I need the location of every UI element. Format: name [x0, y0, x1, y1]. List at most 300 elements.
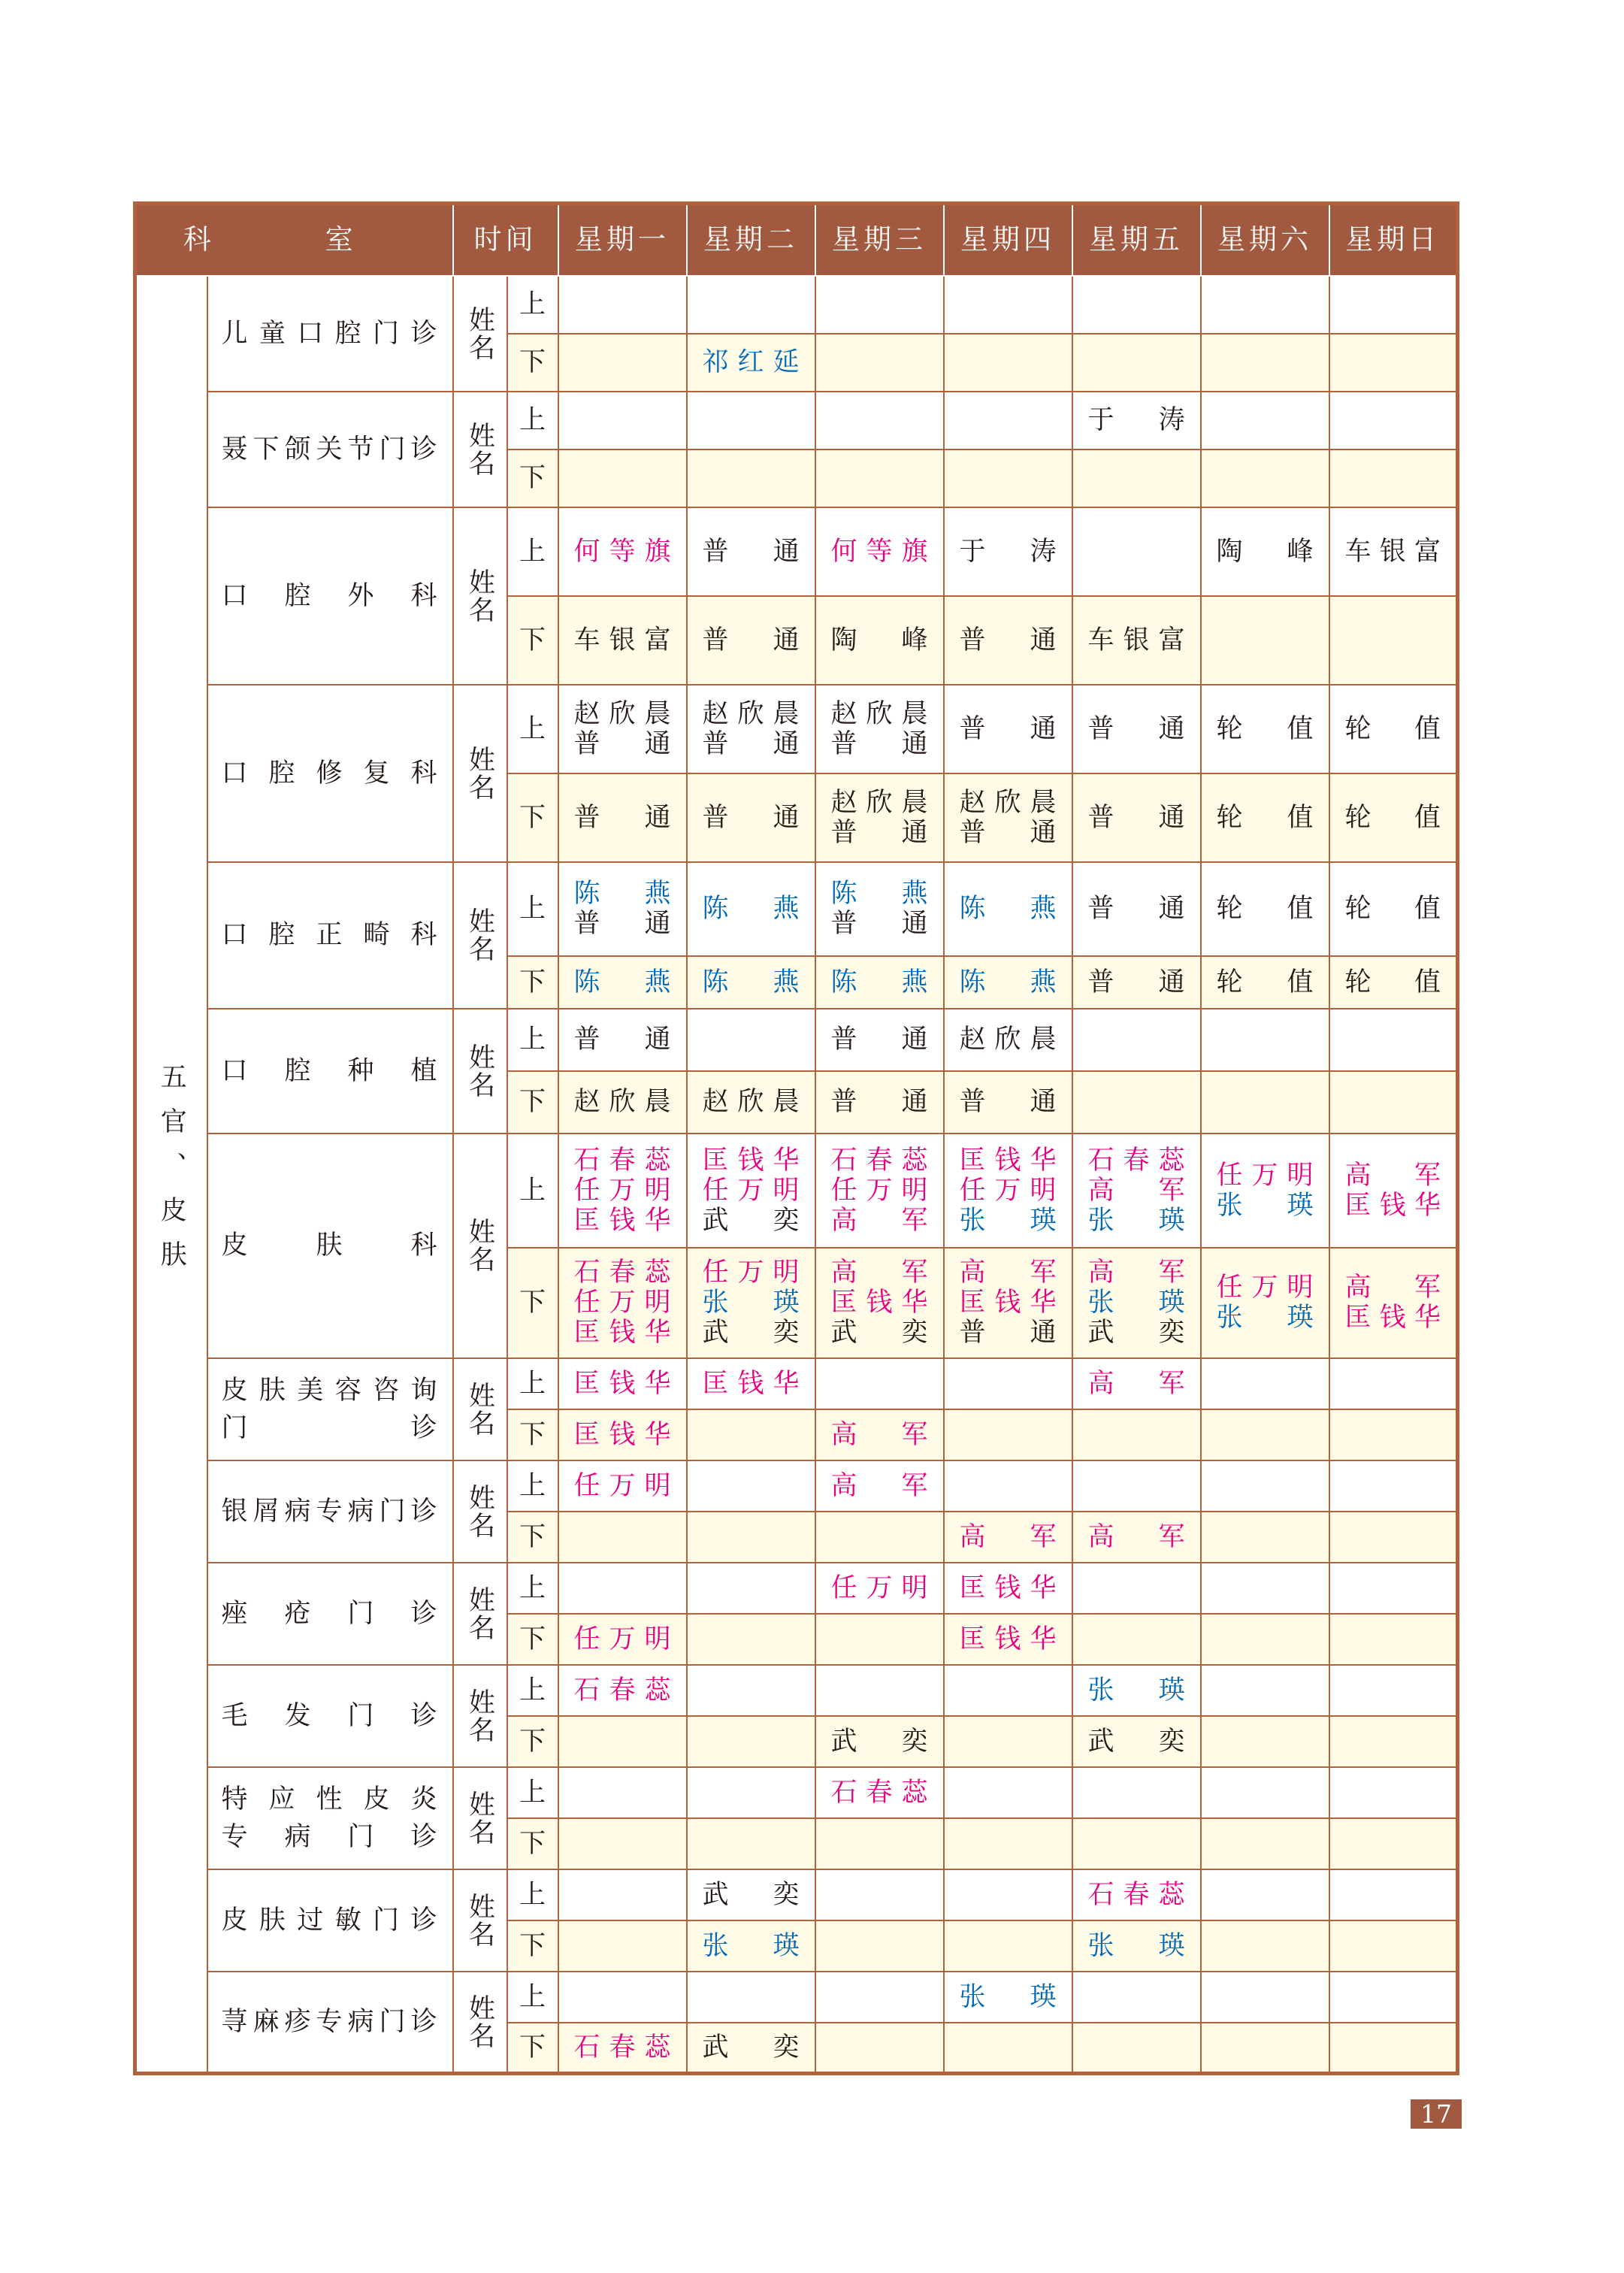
doctor-name: 普 通: [959, 713, 1057, 744]
doctor-name: 石春蕊: [573, 1145, 671, 1176]
name-label: 姓名: [453, 1665, 507, 1767]
doctor-name: 匡钱华: [959, 1145, 1057, 1176]
schedule-cell: [944, 392, 1072, 449]
schedule-cell: [687, 1818, 815, 1869]
header-tuesday: 星期二: [687, 204, 815, 276]
doctor-name: 石春蕊: [573, 1258, 671, 1288]
period-afternoon: 下: [507, 1248, 558, 1358]
schedule-cell: [1072, 1409, 1201, 1460]
doctor-name: 陈 燕: [959, 894, 1057, 924]
schedule-cell: [558, 334, 687, 392]
period-afternoon: 下: [507, 1716, 558, 1767]
schedule-cell: [944, 1818, 1072, 1869]
schedule-cell: [944, 773, 1072, 862]
doctor-name: 张 瑛: [1087, 1288, 1185, 1318]
doctor-name: 匡钱华: [959, 1624, 1057, 1654]
schedule-cell: [944, 685, 1072, 773]
doctor-name: 轮 值: [1344, 894, 1441, 924]
schedule-cell: [1072, 1716, 1201, 1767]
department-name-line: 皮肤过敏门诊: [221, 1905, 439, 1936]
schedule-cell: [815, 1460, 944, 1512]
schedule-cell: [1201, 276, 1329, 334]
schedule-cell: [1072, 773, 1201, 862]
header-sunday: 星期日: [1329, 204, 1458, 276]
doctor-name: 武 奕: [702, 2032, 800, 2063]
doctor-name: 陈 燕: [573, 967, 671, 997]
doctor-name: 赵欣晨: [830, 787, 928, 818]
period-afternoon: 下: [507, 596, 558, 685]
doctor-name: 普 通: [830, 909, 928, 939]
doctor-name: 匡钱华: [573, 1419, 671, 1450]
schedule-cell: [1072, 1972, 1201, 2023]
doctor-name: 张 瑛: [702, 1930, 800, 1961]
department-name-line: 毛 发 门 诊: [221, 1700, 439, 1731]
schedule-cell: [944, 1248, 1072, 1358]
schedule-cell: [558, 1818, 687, 1869]
schedule-cell: [687, 1767, 815, 1818]
schedule-cell: [1329, 276, 1458, 334]
schedule-cell: [558, 956, 687, 1009]
doctor-name: 任万明: [573, 1288, 671, 1318]
schedule-cell: [558, 1665, 687, 1716]
doctor-name: 武 奕: [1087, 1726, 1185, 1757]
doctor-name: 陈 燕: [573, 879, 671, 909]
name-label: 姓名: [453, 1009, 507, 1133]
schedule-cell: [1201, 1358, 1329, 1409]
doctor-name: 普 通: [573, 909, 671, 939]
schedule-cell: [1201, 507, 1329, 596]
doctor-name: 高 军: [1087, 1258, 1185, 1288]
department-name: [207, 862, 453, 1009]
header-time: 时间: [453, 204, 558, 276]
doctor-name: 武 奕: [1087, 1318, 1185, 1348]
schedule-cell: [1201, 1767, 1329, 1818]
schedule-cell: [1201, 392, 1329, 449]
schedule-cell: [1072, 1460, 1201, 1512]
table-row: [135, 1563, 1458, 1614]
schedule-cell: [1072, 1071, 1201, 1133]
schedule-cell: [558, 1009, 687, 1071]
doctor-name: 于 涛: [959, 536, 1057, 567]
department-name: [207, 1009, 453, 1133]
schedule-cell: [1329, 1614, 1458, 1665]
doctor-name: 普 通: [702, 728, 800, 759]
department-name: [207, 1460, 453, 1563]
name-label: 姓名: [453, 1767, 507, 1869]
schedule-cell: [1201, 1869, 1329, 1920]
schedule-cell: [1072, 1133, 1201, 1248]
doctor-name: 赵欣晨: [830, 698, 928, 729]
doctor-name: 陈 燕: [830, 879, 928, 909]
schedule-cell: [1072, 2023, 1201, 2074]
schedule-cell: [1072, 596, 1201, 685]
doctor-name: 祁红延: [702, 347, 800, 377]
schedule-cell: [815, 2023, 944, 2074]
doctor-name: 任万明: [1216, 1160, 1314, 1191]
schedule-cell: [815, 1920, 944, 1972]
department-name-line: 皮 肤 科: [221, 1230, 439, 1261]
table-row: [135, 1972, 1458, 2023]
period-morning: 上: [507, 1460, 558, 1512]
doctor-name: 任万明: [573, 1175, 671, 1206]
doctor-name: 任万明: [830, 1175, 928, 1206]
schedule-cell: [1072, 507, 1201, 596]
doctor-name: 张 瑛: [1087, 1205, 1185, 1236]
doctor-name: 于 涛: [1087, 405, 1185, 435]
doctor-name: 高 军: [830, 1419, 928, 1450]
name-label: 姓名: [453, 507, 507, 685]
schedule-cell: [815, 334, 944, 392]
department-name-line: 特应性皮炎: [221, 1784, 439, 1814]
doctor-name: 赵欣晨: [959, 1025, 1057, 1055]
schedule-cell: [1201, 1716, 1329, 1767]
schedule-cell: [1201, 1920, 1329, 1972]
schedule-cell: [687, 1716, 815, 1767]
schedule-cell: [1072, 862, 1201, 956]
schedule-cell: [944, 956, 1072, 1009]
doctor-name: 普 通: [573, 802, 671, 833]
schedule-cell: [944, 1009, 1072, 1071]
schedule-cell: [1329, 685, 1458, 773]
doctor-name: 轮 值: [1216, 713, 1314, 744]
schedule-cell: [944, 1716, 1072, 1767]
schedule-cell: [687, 507, 815, 596]
department-name: [207, 276, 453, 392]
doctor-name: 普 通: [1087, 713, 1185, 744]
doctor-name: 匡钱华: [573, 1205, 671, 1236]
schedule-cell: [1329, 507, 1458, 596]
schedule-cell: [1201, 1512, 1329, 1563]
clinic-schedule-table: [133, 201, 1459, 2075]
schedule-cell: [558, 507, 687, 596]
doctor-name: 轮 值: [1216, 967, 1314, 997]
schedule-cell: [687, 334, 815, 392]
department-name-line: 银屑病专病门诊: [221, 1496, 439, 1527]
department-name: [207, 1972, 453, 2074]
schedule-cell: [558, 1920, 687, 1972]
doctor-name: 普 通: [830, 1025, 928, 1055]
doctor-name: 普 通: [702, 625, 800, 655]
schedule-cell: [1329, 1563, 1458, 1614]
schedule-cell: [687, 862, 815, 956]
department-name: [207, 1358, 453, 1460]
doctor-name: 任万明: [702, 1175, 800, 1206]
schedule-cell: [815, 773, 944, 862]
schedule-cell: [944, 1409, 1072, 1460]
table-row: [135, 1767, 1458, 1818]
name-label: 姓名: [453, 276, 507, 392]
doctor-name: 武 奕: [830, 1318, 928, 1348]
schedule-cell: [1329, 334, 1458, 392]
doctor-name: 轮 值: [1344, 802, 1441, 833]
doctor-name: 普 通: [959, 817, 1057, 848]
schedule-cell: [1072, 1563, 1201, 1614]
schedule-cell: [1201, 1563, 1329, 1614]
schedule-cell: [687, 1972, 815, 2023]
doctor-name: 石春蕊: [573, 1675, 671, 1706]
department-name-line: 口 腔 修 复 科: [221, 758, 439, 788]
schedule-cell: [558, 1563, 687, 1614]
page-number: 17: [1411, 2099, 1462, 2129]
schedule-cell: [1201, 1248, 1329, 1358]
doctor-name: 普 通: [830, 728, 928, 759]
doctor-name: 普 通: [830, 817, 928, 848]
schedule-cell: [944, 1563, 1072, 1614]
schedule-cell: [815, 1972, 944, 2023]
period-afternoon: 下: [507, 2023, 558, 2074]
doctor-name: 陈 燕: [959, 967, 1057, 997]
schedule-cell: [687, 1409, 815, 1460]
schedule-cell: [944, 1512, 1072, 1563]
period-afternoon: 下: [507, 1818, 558, 1869]
schedule-cell: [1072, 1869, 1201, 1920]
doctor-name: 张 瑛: [1216, 1190, 1314, 1221]
schedule-cell: [1072, 1920, 1201, 1972]
period-morning: 上: [507, 1665, 558, 1716]
schedule-cell: [687, 596, 815, 685]
doctor-name: 普 通: [702, 536, 800, 567]
schedule-cell: [1329, 956, 1458, 1009]
schedule-cell: [687, 685, 815, 773]
period-afternoon: 下: [507, 334, 558, 392]
doctor-name: 赵欣晨: [573, 698, 671, 729]
schedule-cell: [558, 862, 687, 956]
period-afternoon: 下: [507, 773, 558, 862]
schedule-cell: [687, 449, 815, 507]
schedule-cell: [944, 334, 1072, 392]
period-morning: 上: [507, 1009, 558, 1071]
schedule-cell: [1329, 1869, 1458, 1920]
schedule-cell: [815, 1869, 944, 1920]
period-afternoon: 下: [507, 1512, 558, 1563]
schedule-cell: [1329, 596, 1458, 685]
schedule-cell: [1072, 1248, 1201, 1358]
schedule-cell: [687, 1665, 815, 1716]
schedule-cell: [558, 1972, 687, 2023]
doctor-name: 普 通: [573, 728, 671, 759]
doctor-name: 普 通: [959, 1318, 1057, 1348]
schedule-cell: [558, 2023, 687, 2074]
period-morning: 上: [507, 1563, 558, 1614]
schedule-cell: [558, 1460, 687, 1512]
doctor-name: 任万明: [1216, 1273, 1314, 1303]
schedule-cell: [1329, 1665, 1458, 1716]
schedule-cell: [558, 1409, 687, 1460]
schedule-cell: [1072, 1614, 1201, 1665]
schedule-cell: [815, 1133, 944, 1248]
schedule-cell: [1329, 1818, 1458, 1869]
schedule-cell: [558, 1716, 687, 1767]
schedule-cell: [1072, 1512, 1201, 1563]
doctor-name: 匡钱华: [573, 1318, 671, 1348]
schedule-cell: [815, 685, 944, 773]
header-monday: 星期一: [558, 204, 687, 276]
table-row: [135, 685, 1458, 773]
doctor-name: 陈 燕: [702, 967, 800, 997]
header-saturday: 星期六: [1201, 204, 1329, 276]
schedule-cell: [1329, 1512, 1458, 1563]
doctor-name: 普 通: [573, 1025, 671, 1055]
doctor-name: 陈 燕: [702, 894, 800, 924]
table-row: [135, 1009, 1458, 1071]
doctor-name: 武 奕: [702, 1879, 800, 1910]
schedule-cell: [944, 507, 1072, 596]
table-row: [135, 276, 1458, 334]
table-row: [135, 1869, 1458, 1920]
schedule-cell: [944, 1614, 1072, 1665]
doctor-name: 石春蕊: [1087, 1145, 1185, 1176]
schedule-cell: [558, 1512, 687, 1563]
schedule-cell: [1072, 1358, 1201, 1409]
period-morning: 上: [507, 862, 558, 956]
doctor-name: 陶 峰: [1216, 536, 1314, 567]
period-morning: 上: [507, 392, 558, 449]
table-row: [135, 507, 1458, 596]
schedule-cell: [815, 1512, 944, 1563]
department-name: [207, 1133, 453, 1358]
schedule-cell: [1072, 685, 1201, 773]
schedule-cell: [1201, 1071, 1329, 1133]
schedule-cell: [1201, 449, 1329, 507]
schedule-cell: [944, 1767, 1072, 1818]
schedule-cell: [944, 1972, 1072, 2023]
schedule-cell: [815, 596, 944, 685]
schedule-cell: [1329, 1009, 1458, 1071]
schedule-cell: [815, 1665, 944, 1716]
schedule-cell: [687, 1071, 815, 1133]
department-name-line: 门 诊: [221, 1412, 439, 1443]
doctor-name: 任万明: [959, 1175, 1057, 1206]
doctor-name: 高 军: [830, 1205, 928, 1236]
name-label: 姓名: [453, 1460, 507, 1563]
department-name: [207, 1563, 453, 1665]
name-label: 姓名: [453, 1133, 507, 1358]
header-department: 科 室: [135, 204, 453, 276]
schedule-cell: [1329, 1920, 1458, 1972]
schedule-cell: [815, 1248, 944, 1358]
schedule-cell: [944, 1358, 1072, 1409]
schedule-cell: [558, 392, 687, 449]
schedule-cell: [815, 449, 944, 507]
schedule-cell: [944, 1869, 1072, 1920]
schedule-cell: [1201, 1614, 1329, 1665]
schedule-cell: [1201, 596, 1329, 685]
doctor-name: 轮 值: [1216, 802, 1314, 833]
schedule-cell: [1329, 1358, 1458, 1409]
schedule-cell: [815, 1071, 944, 1133]
schedule-cell: [687, 1009, 815, 1071]
doctor-name: 匡钱华: [830, 1288, 928, 1318]
doctor-name: 车银富: [573, 625, 671, 655]
table-row: [135, 1665, 1458, 1716]
schedule-cell: [815, 1818, 944, 1869]
name-label: 姓名: [453, 862, 507, 1009]
schedule-cell: [1201, 773, 1329, 862]
period-afternoon: 下: [507, 956, 558, 1009]
doctor-name: 普 通: [1087, 802, 1185, 833]
schedule-cell: [1329, 1972, 1458, 2023]
schedule-cell: [1329, 1460, 1458, 1512]
schedule-cell: [687, 2023, 815, 2074]
schedule-cell: [1201, 1818, 1329, 1869]
header-friday: 星期五: [1072, 204, 1201, 276]
schedule-cell: [1072, 334, 1201, 392]
schedule-cell: [1329, 1716, 1458, 1767]
department-name: [207, 1665, 453, 1767]
doctor-name: 高 军: [830, 1470, 928, 1501]
department-name-line: 专病门诊: [221, 1821, 439, 1852]
schedule-cell: [944, 1920, 1072, 1972]
doctor-name: 轮 值: [1216, 894, 1314, 924]
schedule-cell: [558, 773, 687, 862]
period-morning: 上: [507, 1972, 558, 2023]
schedule-cell: [1072, 1665, 1201, 1716]
department-name: [207, 1869, 453, 1972]
schedule-cell: [1201, 1409, 1329, 1460]
doctor-name: 普 通: [959, 1087, 1057, 1117]
doctor-name: 高 军: [959, 1521, 1057, 1552]
period-afternoon: 下: [507, 1614, 558, 1665]
doctor-name: 车银富: [1087, 625, 1185, 655]
schedule-cell: [1201, 1133, 1329, 1248]
schedule-cell: [1201, 1972, 1329, 2023]
doctor-name: 轮 值: [1344, 967, 1441, 997]
schedule-cell: [1329, 773, 1458, 862]
name-label: 姓名: [453, 685, 507, 862]
schedule-cell: [944, 596, 1072, 685]
schedule-cell: [944, 276, 1072, 334]
period-afternoon: 下: [507, 1920, 558, 1972]
table-row: [135, 1133, 1458, 1248]
schedule-cell: [1072, 956, 1201, 1009]
table-row: [135, 392, 1458, 449]
doctor-name: 赵欣晨: [702, 698, 800, 729]
department-name-line: 儿童口腔门诊: [221, 318, 439, 349]
schedule-cell: [1201, 2023, 1329, 2074]
schedule-cell: [687, 1563, 815, 1614]
doctor-name: 赵欣晨: [959, 787, 1057, 818]
schedule-cell: [944, 1133, 1072, 1248]
doctor-name: 高 军: [1087, 1368, 1185, 1399]
schedule-cell: [1072, 1009, 1201, 1071]
doctor-name: 何等旗: [830, 536, 928, 567]
schedule-cell: [815, 1409, 944, 1460]
doctor-name: 匡钱华: [1344, 1303, 1441, 1333]
doctor-name: 高 军: [1344, 1273, 1441, 1303]
doctor-name: 普 通: [702, 802, 800, 833]
name-label: 姓名: [453, 1869, 507, 1972]
period-afternoon: 下: [507, 449, 558, 507]
schedule-cell: [558, 1767, 687, 1818]
schedule-cell: [1329, 392, 1458, 449]
header-wednesday: 星期三: [815, 204, 944, 276]
schedule-cell: [687, 392, 815, 449]
doctor-name: 武 奕: [702, 1318, 800, 1348]
schedule-cell: [815, 1767, 944, 1818]
schedule-cell: [1201, 1009, 1329, 1071]
doctor-name: 高 军: [830, 1258, 928, 1288]
doctor-name: 张 瑛: [1216, 1303, 1314, 1333]
doctor-name: 车银富: [1344, 536, 1441, 567]
doctor-name: 普 通: [959, 625, 1057, 655]
header-thursday: 星期四: [944, 204, 1072, 276]
schedule-cell: [815, 1009, 944, 1071]
department-name-line: 荨麻疹专病门诊: [221, 2006, 439, 2037]
doctor-name: 石春蕊: [573, 2032, 671, 2063]
period-afternoon: 下: [507, 1071, 558, 1133]
schedule-cell: [1329, 1767, 1458, 1818]
doctor-name: 任万明: [830, 1572, 928, 1603]
